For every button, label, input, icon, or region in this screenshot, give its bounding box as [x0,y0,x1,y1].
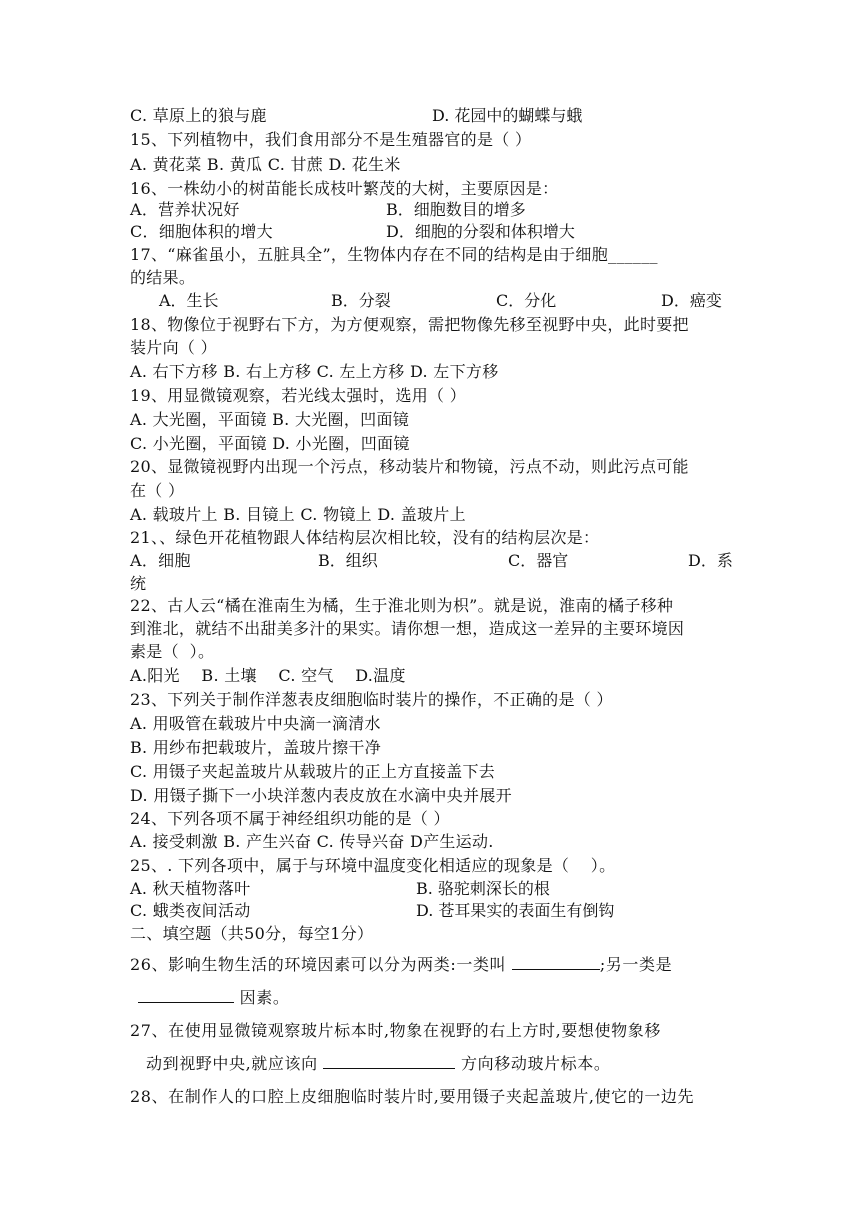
question-18: 18、物像位于视野右下方，为方便观察，需把物像先移至视野中央，此时要把 [130,315,689,334]
section-heading: 二、填空题（共50分，每空1分） [130,924,374,943]
question-27-end: 方向移动玻片标本。 [455,1054,611,1073]
question-24-options: A. 接受刺激 B. 产生兴奋 C. 传导兴奋 D产生运动. [130,832,494,851]
question-21-option-d-cont: 统 [130,574,147,593]
question-16-option-a: A．营养状况好 [130,200,240,219]
question-19: 19、用显微镜观察，若光线太强时，选用（ ） [130,386,467,405]
question-26-mid: ;另一类是 [599,955,673,974]
question-16-option-d: D．细胞的分裂和体积增大 [386,222,575,241]
question-25: 25、. 下列各项中，属于与环境中温度变化相适应的现象是（ ）。 [130,856,616,875]
question-22-cont-1: 到淮北，就结不出甜美多汁的果实。请你想一想，造成这一差异的主要环境因 [130,619,685,638]
question-21-option-d: D．系 [688,551,733,570]
question-26-text: 26、影响生物生活的环境因素可以分为两类:一类叫 [130,955,512,974]
question-20: 20、显微镜视野内出现一个污点，移动装片和物镜，污点不动，则此污点可能 [130,457,689,476]
answer-blank[interactable] [323,1054,455,1069]
question-20-cont: 在（ ） [130,481,185,500]
question-18-options: A. 右下方移 B. 右上方移 C. 左上方移 D. 左下方移 [130,362,499,381]
question-19-options-2: C. 小光圈，平面镜 D. 小光圈，凹面镜 [130,434,410,453]
question-25-option-c: C. 蛾类夜间活动 [130,901,251,920]
question-22-options: A.阳光 B. 土壤 C. 空气 D.温度 [130,666,406,685]
question-23-option-c: C. 用镊子夹起盖玻片从载玻片的正上方直接盖下去 [130,762,496,781]
question-21-option-a: A．细胞 [130,551,191,570]
question-20-options: A. 载玻片上 B. 目镜上 C. 物镜上 D. 盖玻片上 [130,505,466,524]
question-23-option-b: B. 用纱布把载玻片，盖玻片擦干净 [130,738,382,757]
question-17-option-d: D．癌变 [661,291,722,310]
question-26-cont [138,988,290,1008]
question-22: 22、古人云“橘在淮南生为橘，生于淮北则为枳”。就是说，淮南的橘子移种 [130,596,674,615]
question-21-option-c: C．器官 [508,551,569,570]
question-22-cont-2: 素是（ ）。 [130,642,215,661]
answer-blank[interactable] [512,955,600,970]
question-15-options: A. 黄花菜 B. 黄瓜 C. 甘蔗 D. 花生米 [130,155,401,174]
question-17-option-a: A．生长 [159,291,219,310]
question-17-cont: 的结果。 [130,268,196,287]
option-c: C. 草原上的狼与鹿 [130,106,267,125]
question-16-option-c: C．细胞体积的增大 [130,222,273,241]
question-21-option-b: B．组织 [318,551,378,570]
question-17-option-c: C．分化 [496,291,557,310]
question-26 [130,955,672,975]
question-25-option-a: A. 秋天植物落叶 [130,879,251,898]
answer-blank[interactable] [138,988,234,1003]
question-19-options-1: A. 大光圈，平面镜 B. 大光圈，凹面镜 [130,410,410,429]
question-25-option-b: B. 骆驼刺深长的根 [416,879,550,898]
question-25-option-d: D. 苍耳果实的表面生有倒钩 [416,901,615,920]
question-23-option-a: A. 用吸管在载玻片中央滴一滴清水 [130,714,381,733]
question-23: 23、下列关于制作洋葱表皮细胞临时装片的操作，不正确的是（ ） [130,690,613,709]
question-28: 28、在制作人的口腔上皮细胞临时装片时,要用镊子夹起盖玻片,使它的一边先 [130,1087,695,1106]
question-16-option-b: B．细胞数目的增多 [386,200,526,219]
question-16: 16、一株幼小的树苗能长成枝叶繁茂的大树，主要原因是： [130,179,559,198]
question-24: 24、下列各项不属于神经组织功能的是（ ） [130,809,450,828]
question-27: 27、在使用显微镜观察玻片标本时,物象在视野的右上方时,要想使物象移 [130,1021,661,1040]
question-15: 15、下列植物中，我们食用部分不是生殖器官的是（ ） [130,130,532,149]
option-d: D. 花园中的蝴蝶与蛾 [432,106,583,125]
question-27-text: 动到视野中央,就应该向 [146,1054,324,1073]
question-23-option-d: D. 用镊子撕下一小块洋葱内表皮放在水滴中央并展开 [130,786,512,805]
question-17: 17、“麻雀虽小，五脏具全”，生物体内存在不同的结构是由于细胞______ [130,245,658,264]
question-27-cont [146,1054,610,1074]
question-17-option-b: B．分裂 [331,291,391,310]
question-21: 21、、绿色开花植物跟人体结构层次相比较，没有的结构层次是： [130,528,600,547]
question-18-cont: 装片向（ ） [130,338,217,357]
question-26-end: 因素。 [234,988,290,1007]
